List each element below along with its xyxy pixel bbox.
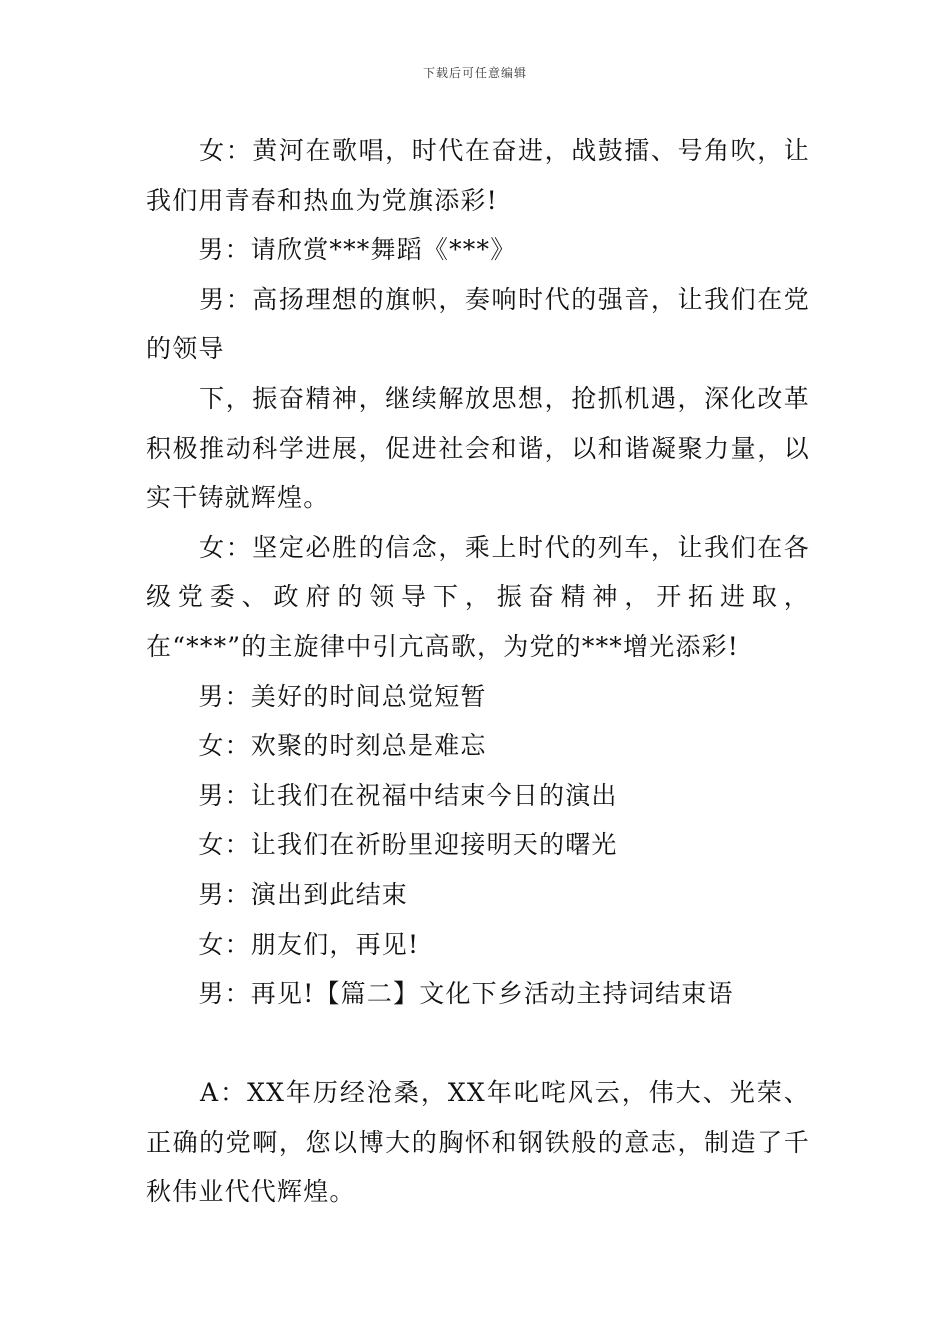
paragraph: 下，振奋精神，继续解放思想，抢抓机遇，深化改革积极推动科学进展，促进社会和谐，以和谐凝聚力量，以实干铸就辉煌。 — [146, 383, 810, 513]
paragraph: 女：坚定必胜的信念，乘上时代的列车，让我们在各级党委、政府的领导下，振奋精神，开拓进取，在“***”的主旋律中引亢高歌，为党的***增光添彩! — [146, 532, 810, 661]
document-body — [146, 126, 810, 1217]
paragraph: 女：欢聚的时刻总是难忘 — [146, 731, 487, 761]
blank-line — [146, 1019, 810, 1069]
paragraph: 女：让我们在祈盼里迎接明天的曙光 — [146, 830, 618, 860]
paragraph: 男：再见!【篇二】文化下乡活动主持词结束语 — [146, 979, 734, 1009]
paragraph: 女：朋友们，再见! — [146, 929, 420, 959]
page-header: 下载后可任意编辑 — [422, 66, 527, 80]
paragraph: 男：演出到此结束 — [146, 879, 409, 909]
paragraph: 男：请欣赏***舞蹈《***》 — [146, 235, 517, 265]
paragraph: 男：高扬理想的旗帜，奏响时代的强音，让我们在党的领导 — [146, 284, 810, 364]
paragraph: 男：美好的时间总觉短暂 — [146, 681, 487, 711]
paragraph: A：XX年历经沧桑，XX年叱咤风云，伟大、光荣、正确的党啊，您以博大的胸怀和钢铁般的意志，制造了千秋伟业代代辉煌。 — [146, 1078, 810, 1207]
paragraph: 女：黄河在歌唱，时代在奋进，战鼓擂、号角吹，让我们用青春和热血为党旗添彩! — [146, 136, 810, 215]
paragraph: 男：让我们在祝福中结束今日的演出 — [146, 780, 618, 810]
